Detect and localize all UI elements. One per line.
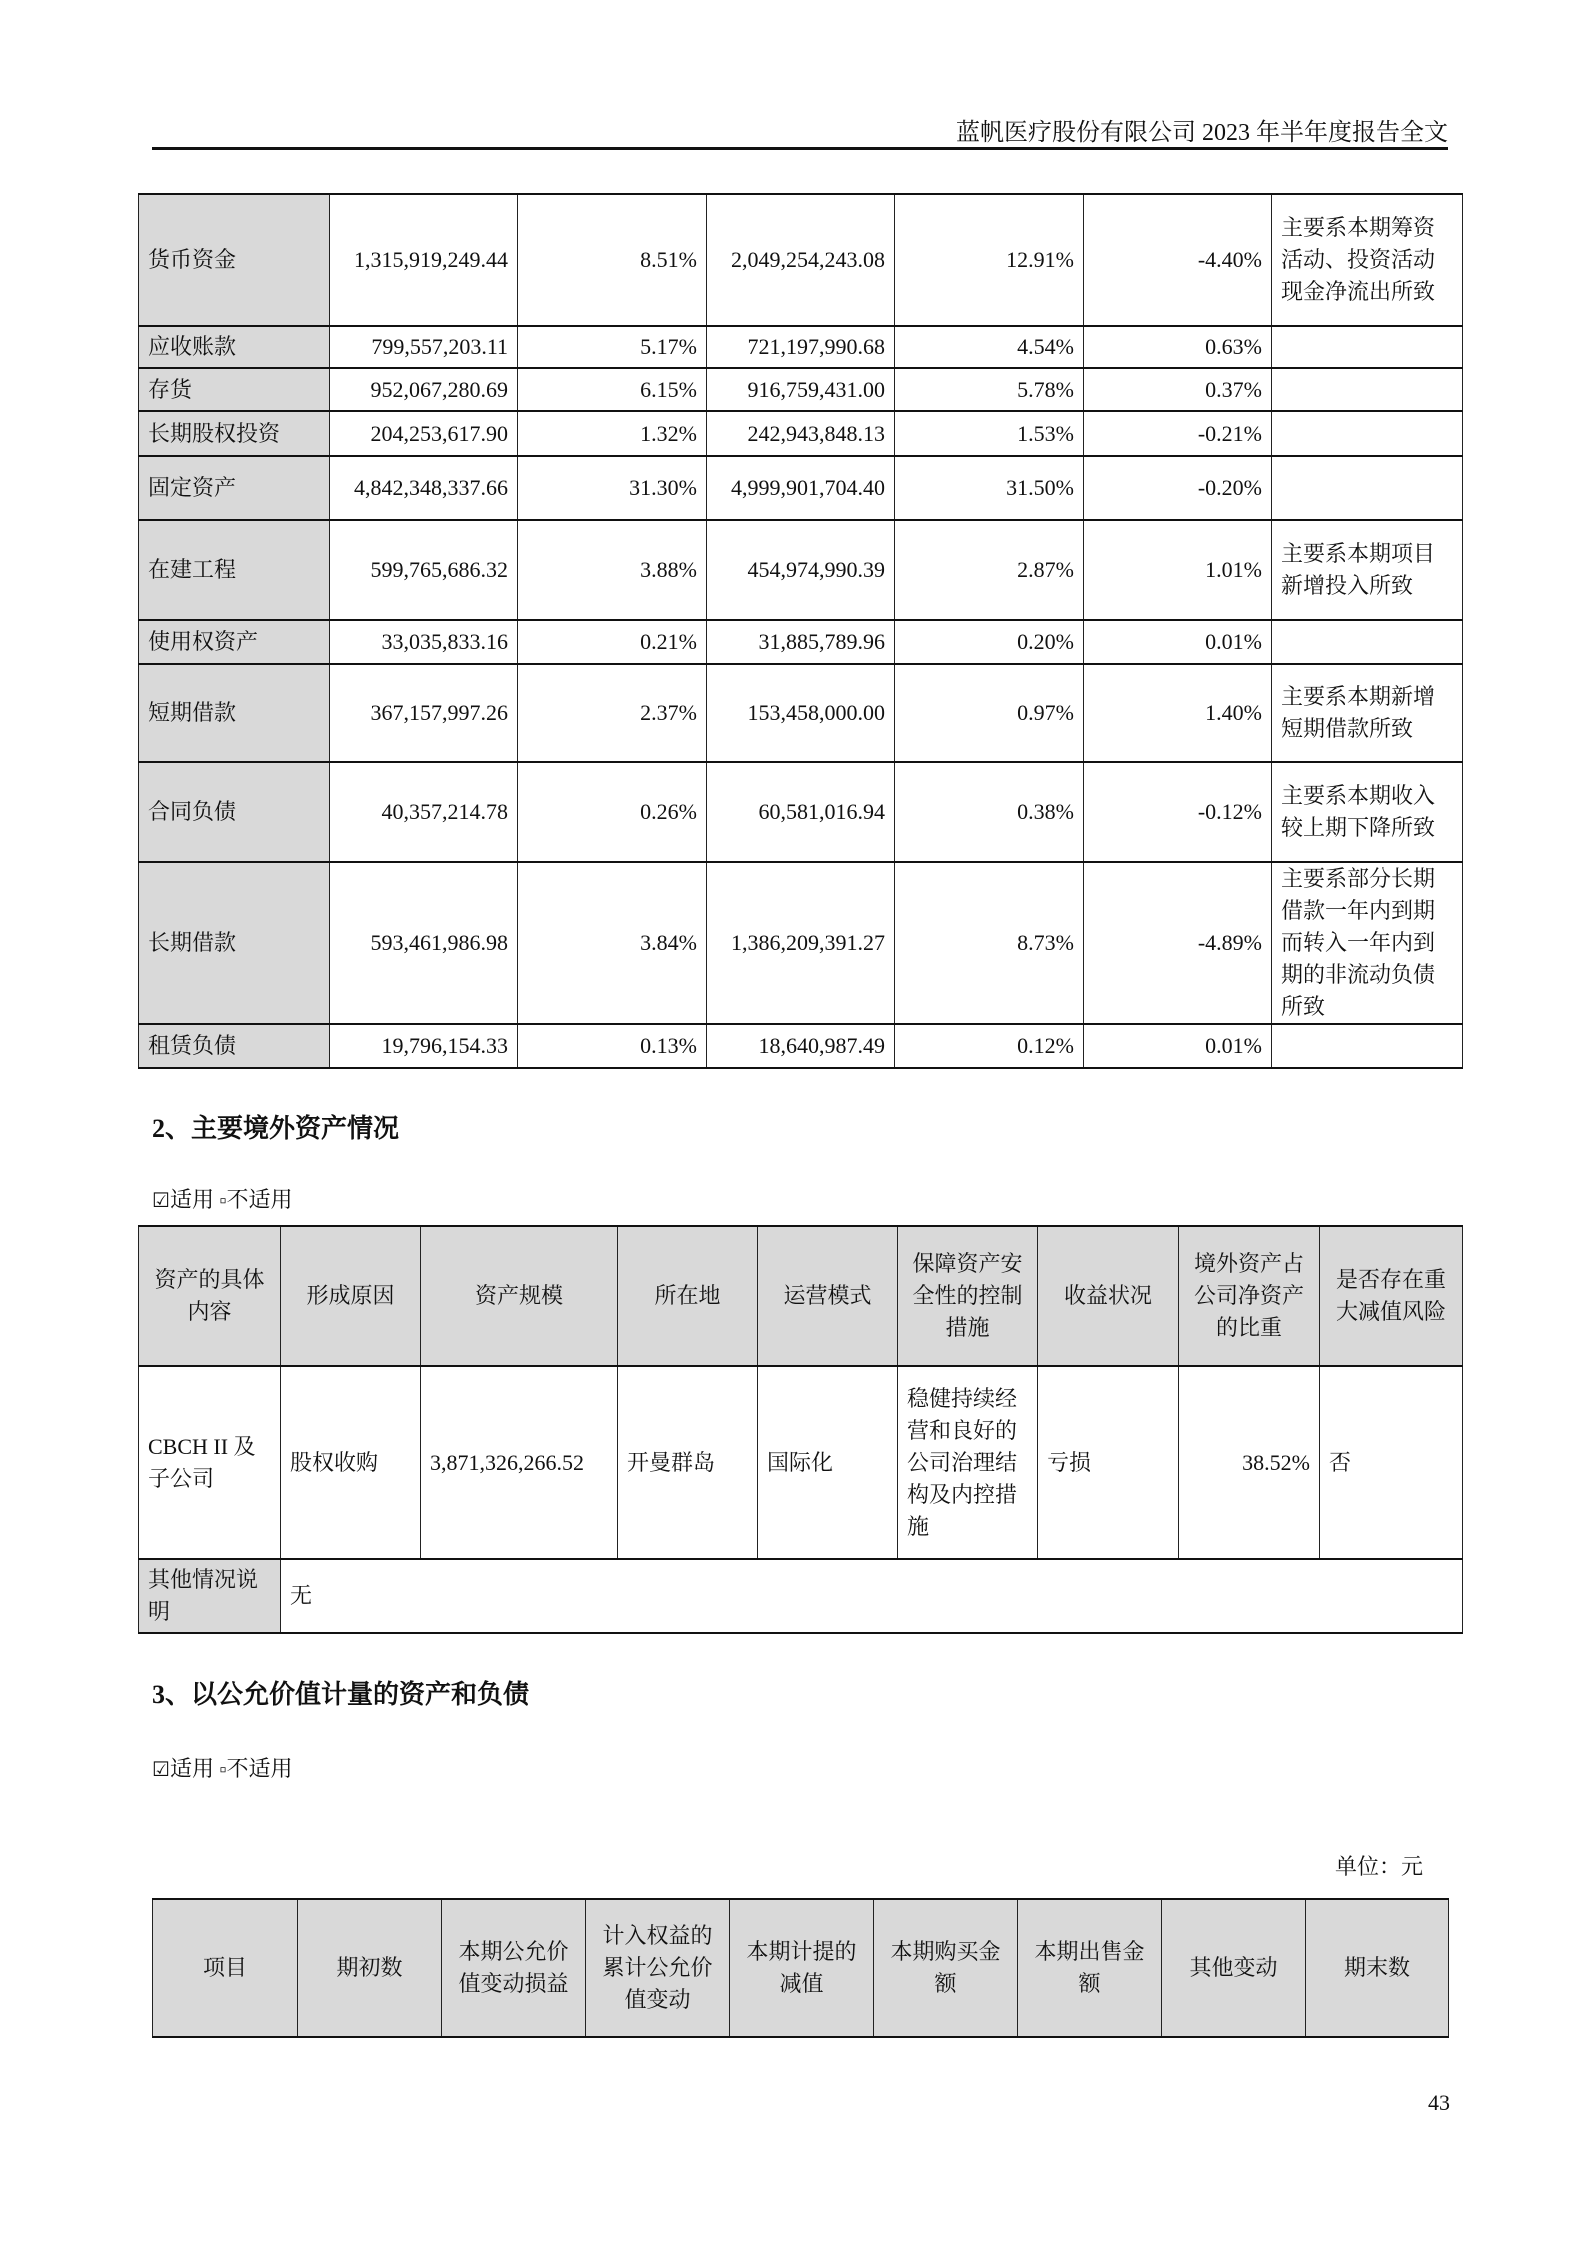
current-ratio: 0.26%	[518, 762, 707, 862]
other-info-value: 无	[281, 1559, 1463, 1633]
table-header-row	[139, 1226, 1463, 1366]
change-note	[1272, 326, 1463, 368]
table-row	[139, 368, 1463, 411]
table-row	[139, 664, 1463, 762]
col-header: 期初数	[298, 1899, 442, 2037]
prior-ratio: 2.87%	[895, 520, 1084, 620]
col-header: 资产的具体内容	[139, 1226, 281, 1366]
table-row	[139, 326, 1463, 368]
net-asset-ratio: 38.52%	[1179, 1366, 1320, 1559]
current-amount: 1,315,919,249.44	[330, 194, 518, 326]
prior-ratio: 5.78%	[895, 368, 1084, 411]
prior-ratio: 8.73%	[895, 862, 1084, 1024]
fair-value-table	[152, 1898, 1449, 2038]
current-amount: 40,357,214.78	[330, 762, 518, 862]
current-ratio: 6.15%	[518, 368, 707, 411]
item-name: 合同负债	[139, 762, 330, 862]
applicable-label: 适用	[169, 1187, 214, 1212]
table-header-row	[153, 1899, 1449, 2037]
current-ratio: 5.17%	[518, 326, 707, 368]
item-name: 长期股权投资	[139, 411, 330, 456]
table-row	[139, 520, 1463, 620]
col-header: 本期公允价值变动损益	[442, 1899, 586, 2037]
unchecked-checkbox-icon: ▫	[219, 1759, 227, 1781]
header-divider	[152, 147, 1448, 150]
table-row	[139, 194, 1463, 326]
item-name: 使用权资产	[139, 620, 330, 664]
control-measures: 稳健持续经营和良好的公司治理结构及内控措施	[898, 1366, 1038, 1559]
item-name: 短期借款	[139, 664, 330, 762]
change-note	[1272, 456, 1463, 520]
prior-amount: 4,999,901,704.40	[707, 456, 895, 520]
col-header: 本期购买金额	[874, 1899, 1018, 2037]
prior-ratio: 0.12%	[895, 1024, 1084, 1068]
asset-change-table	[138, 193, 1463, 1069]
ratio-change: 1.01%	[1084, 520, 1272, 620]
prior-ratio: 12.91%	[895, 194, 1084, 326]
prior-amount: 18,640,987.49	[707, 1024, 895, 1068]
current-amount: 367,157,997.26	[330, 664, 518, 762]
col-header: 保障资产安全性的控制措施	[898, 1226, 1038, 1366]
current-amount: 799,557,203.11	[330, 326, 518, 368]
col-header: 本期计提的减值	[730, 1899, 874, 2037]
item-name: 租赁负债	[139, 1024, 330, 1068]
ratio-change: -0.21%	[1084, 411, 1272, 456]
current-amount: 952,067,280.69	[330, 368, 518, 411]
col-header: 收益状况	[1038, 1226, 1179, 1366]
current-ratio: 0.21%	[518, 620, 707, 664]
current-ratio: 3.88%	[518, 520, 707, 620]
section2-applicability	[152, 1183, 293, 1214]
prior-amount: 721,197,990.68	[707, 326, 895, 368]
prior-amount: 60,581,016.94	[707, 762, 895, 862]
current-amount: 593,461,986.98	[330, 862, 518, 1024]
ratio-change: 0.63%	[1084, 326, 1272, 368]
report-header-title: 蓝帆医疗股份有限公司 2023 年半年度报告全文	[956, 120, 1448, 146]
operating-mode: 国际化	[758, 1366, 898, 1559]
not-applicable-label: 不适用	[226, 1187, 293, 1212]
prior-amount: 153,458,000.00	[707, 664, 895, 762]
other-info-label: 其他情况说明	[139, 1559, 281, 1633]
formation-reason: 股权收购	[281, 1366, 421, 1559]
col-header: 资产规模	[421, 1226, 618, 1366]
item-name: 长期借款	[139, 862, 330, 1024]
ratio-change: -0.12%	[1084, 762, 1272, 862]
prior-amount: 31,885,789.96	[707, 620, 895, 664]
current-ratio: 0.13%	[518, 1024, 707, 1068]
prior-amount: 916,759,431.00	[707, 368, 895, 411]
checked-checkbox-icon: ☑	[152, 1190, 170, 1212]
col-header: 期末数	[1306, 1899, 1449, 2037]
ratio-change: 0.37%	[1084, 368, 1272, 411]
col-header: 其他变动	[1162, 1899, 1306, 2037]
prior-ratio: 4.54%	[895, 326, 1084, 368]
prior-amount: 1,386,209,391.27	[707, 862, 895, 1024]
current-amount: 204,253,617.90	[330, 411, 518, 456]
change-note: 主要系本期项目新增投入所致	[1272, 520, 1463, 620]
table-row	[139, 1366, 1463, 1559]
prior-ratio: 1.53%	[895, 411, 1084, 456]
table-row	[139, 456, 1463, 520]
change-note: 主要系本期筹资活动、投资活动现金净流出所致	[1272, 194, 1463, 326]
ratio-change: 0.01%	[1084, 1024, 1272, 1068]
table-row	[139, 411, 1463, 456]
change-note: 主要系本期收入较上期下降所致	[1272, 762, 1463, 862]
change-note	[1272, 1024, 1463, 1068]
current-amount: 19,796,154.33	[330, 1024, 518, 1068]
prior-amount: 454,974,990.39	[707, 520, 895, 620]
section3-heading: 3、以公允价值计量的资产和负债	[152, 1680, 530, 1709]
ratio-change: -0.20%	[1084, 456, 1272, 520]
checked-checkbox-icon: ☑	[152, 1759, 170, 1781]
ratio-change: 0.01%	[1084, 620, 1272, 664]
prior-ratio: 31.50%	[895, 456, 1084, 520]
change-note: 主要系本期新增短期借款所致	[1272, 664, 1463, 762]
prior-ratio: 0.20%	[895, 620, 1084, 664]
section3-applicability	[152, 1752, 293, 1783]
applicable-label: 适用	[169, 1756, 214, 1781]
not-applicable-label: 不适用	[226, 1756, 293, 1781]
current-ratio: 1.32%	[518, 411, 707, 456]
current-ratio: 31.30%	[518, 456, 707, 520]
current-ratio: 8.51%	[518, 194, 707, 326]
ratio-change: -4.89%	[1084, 862, 1272, 1024]
location: 开曼群岛	[618, 1366, 758, 1559]
item-name: 存货	[139, 368, 330, 411]
unchecked-checkbox-icon: ▫	[219, 1190, 227, 1212]
income-status: 亏损	[1038, 1366, 1179, 1559]
prior-amount: 2,049,254,243.08	[707, 194, 895, 326]
item-name: 货币资金	[139, 194, 330, 326]
other-info-row	[139, 1559, 1463, 1633]
item-name: 应收账款	[139, 326, 330, 368]
change-note	[1272, 411, 1463, 456]
item-name: 固定资产	[139, 456, 330, 520]
table-row	[139, 762, 1463, 862]
table-row	[139, 1024, 1463, 1068]
col-header: 本期出售金额	[1018, 1899, 1162, 2037]
impairment-risk: 否	[1320, 1366, 1463, 1559]
change-note	[1272, 620, 1463, 664]
col-header: 运营模式	[758, 1226, 898, 1366]
col-header: 是否存在重大减值风险	[1320, 1226, 1463, 1366]
current-ratio: 3.84%	[518, 862, 707, 1024]
col-header: 形成原因	[281, 1226, 421, 1366]
item-name: 在建工程	[139, 520, 330, 620]
ratio-change: 1.40%	[1084, 664, 1272, 762]
col-header: 境外资产占公司净资产的比重	[1179, 1226, 1320, 1366]
table-row	[139, 862, 1463, 1024]
page-number: 43	[1428, 2090, 1450, 2115]
col-header: 项目	[153, 1899, 298, 2037]
change-note	[1272, 368, 1463, 411]
overseas-assets-table	[138, 1225, 1463, 1634]
prior-amount: 242,943,848.13	[707, 411, 895, 456]
section2-heading: 2、主要境外资产情况	[152, 1114, 400, 1143]
current-amount: 33,035,833.16	[330, 620, 518, 664]
current-ratio: 2.37%	[518, 664, 707, 762]
col-header: 所在地	[618, 1226, 758, 1366]
current-amount: 599,765,686.32	[330, 520, 518, 620]
asset-content: CBCH II 及子公司	[139, 1366, 281, 1559]
asset-scale: 3,871,326,266.52	[421, 1366, 618, 1559]
unit-label: 单位：元	[1334, 1854, 1423, 1879]
col-header: 计入权益的累计公允价值变动	[586, 1899, 730, 2037]
prior-ratio: 0.38%	[895, 762, 1084, 862]
prior-ratio: 0.97%	[895, 664, 1084, 762]
change-note: 主要系部分长期借款一年内到期而转入一年内到期的非流动负债所致	[1272, 862, 1463, 1024]
current-amount: 4,842,348,337.66	[330, 456, 518, 520]
ratio-change: -4.40%	[1084, 194, 1272, 326]
table-row	[139, 620, 1463, 664]
